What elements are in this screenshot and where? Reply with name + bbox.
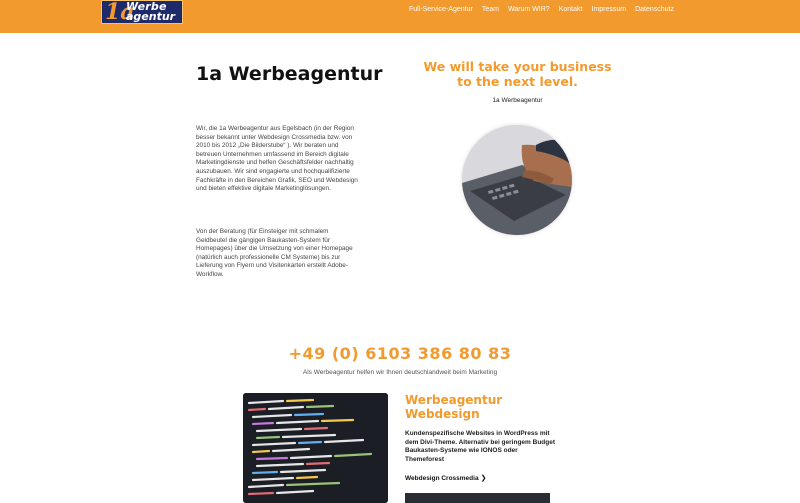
nav-impressum[interactable]: Impressum	[591, 6, 627, 13]
site-header	[0, 0, 800, 33]
service-link-label: Webdesign Crossmedia	[405, 475, 479, 482]
tagline-subtitle: 1a Werbeagentur	[492, 97, 543, 104]
phone-subtitle: Als Werbeagentur helfen wir Ihnen deutschlandweit beim Marketing	[302, 369, 498, 376]
nav-datenschutz[interactable]: Datenschutz	[635, 6, 674, 13]
logo-number: 1a	[105, 0, 135, 25]
nav-team[interactable]: Team	[481, 6, 499, 13]
chevron-right-icon: ❯	[480, 475, 487, 482]
service-title: Werbeagentur Webdesign	[405, 393, 503, 421]
tagline-heading: We will take your business to the next level.	[423, 59, 612, 89]
service-link[interactable]	[405, 474, 486, 482]
nav-full-service-agentur[interactable]: Full-Service-Agentur	[409, 6, 473, 13]
laptop-illustration	[462, 125, 572, 235]
intro-paragraph-2: Von der Beratung (für Einsteiger mit schmalem Geldbeutel die gängigen Baukasten-System für Homepages) über die Umsetzung von einer Homepage (natürlich auch professionelle CM Systeme) bis zur Lieferung von Flyern und Visitenkarten erstellt Adobe-Workflow.	[196, 228, 353, 278]
nav-kontakt[interactable]: Kontakt	[558, 6, 583, 13]
site-logo[interactable]	[101, 0, 183, 24]
intro-paragraph-1: Wir, die 1a Werbeagentur aus Egelsbach (in der Region besser bekannt unter Webdesign Crossmedia bzw. von 2010 bis 2012 „Die Bilderstube“ ). Wir beraten und betreuen Unternehmen umfassend im Bereich digitale Marketingdienste und helfen Geschäftsfelder nachhaltig auszubauen. Wir sind engagierte und hochqualifizierte Fachkräfte in den Bereichen Grafik, SEO und Webdesign und bieten effektive digitale Marketinglösungen.	[196, 125, 358, 193]
laptop-typing-image	[462, 125, 572, 235]
service-description: Kundenspezifische Websites in WordPress mit dem Divi-Theme. Alternativ bei geringem Budget Baukasten-Systeme wie IONOS oder Themeforest	[405, 430, 556, 463]
phone-number[interactable]: +49 (0) 6103 386 80 83	[288, 344, 512, 363]
page-title: 1a Werbeagentur	[196, 63, 383, 85]
code-screen-image	[243, 393, 388, 503]
logo-text-werbe: Werbe	[126, 0, 167, 13]
code-illustration	[243, 393, 388, 503]
logo-text-agentur: agentur	[126, 10, 176, 23]
nav-warum-wir[interactable]: Warum WIR?	[507, 6, 550, 13]
main-nav	[409, 6, 683, 13]
next-service-image	[405, 493, 550, 503]
